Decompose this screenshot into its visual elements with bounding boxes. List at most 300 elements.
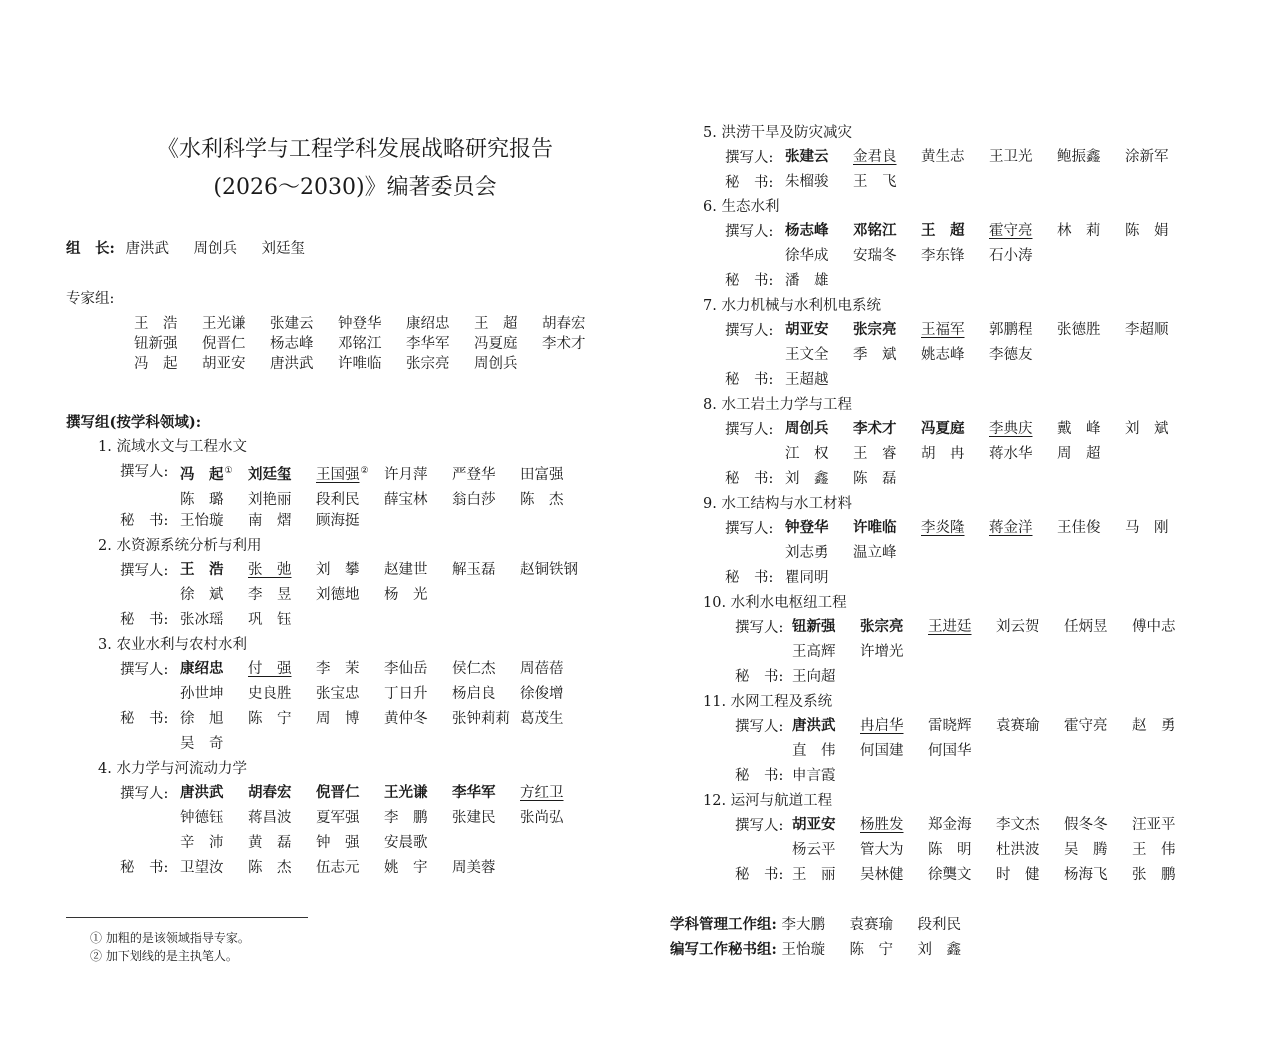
person-name <box>1064 838 1132 863</box>
person-name-text: 直 伟 <box>792 742 836 759</box>
person-name <box>792 665 860 690</box>
person-name <box>316 558 384 583</box>
person-name <box>474 354 542 374</box>
person-name-text: 周蓓蓓 <box>520 661 564 677</box>
person-name <box>180 459 248 488</box>
person-name-text: 钟登华 <box>785 519 829 536</box>
person-name <box>248 806 316 831</box>
person-name-text: 王光谦 <box>384 784 428 801</box>
person-name <box>853 467 921 492</box>
person-name-text: 涂新军 <box>1125 149 1169 165</box>
person-name <box>989 219 1057 244</box>
person-name <box>1057 516 1125 541</box>
person-name-text: 周 超 <box>1057 445 1101 462</box>
person-name <box>452 856 520 881</box>
title-line-2: (2026～2030)》编著委员会 <box>213 175 497 200</box>
person-name <box>989 442 1057 467</box>
person-name-text: 段利民 <box>917 917 961 933</box>
person-name <box>180 781 248 806</box>
writers-names <box>792 813 1200 863</box>
person-name <box>1057 442 1125 467</box>
person-name-text: 赵建世 <box>384 562 428 578</box>
person-name-text: 陈 杰 <box>520 491 564 508</box>
person-name <box>384 707 452 732</box>
person-name <box>406 354 474 374</box>
person-name-text: 林 莉 <box>1057 223 1101 239</box>
person-name <box>520 781 588 806</box>
person-name <box>202 314 270 334</box>
person-name-text: 陈 娟 <box>1125 223 1169 239</box>
person-name <box>1064 813 1132 838</box>
person-name-text: 吴林健 <box>860 867 904 883</box>
writers-label: 撰写人: <box>120 786 169 802</box>
person-name-text: 张冰瑶 <box>180 612 224 628</box>
person-name <box>316 856 384 881</box>
person-name-text: 吴 奇 <box>180 735 224 752</box>
person-name-text: 胡亚安 <box>792 816 836 833</box>
person-name-text: 胡 冉 <box>921 445 965 462</box>
person-name <box>853 417 921 442</box>
person-name <box>792 764 860 789</box>
person-name <box>996 838 1064 863</box>
person-name-text: 刘志勇 <box>785 544 829 561</box>
secretary-label: 秘 书: <box>120 513 169 529</box>
person-name <box>781 940 849 960</box>
section-title: 5. 洪涝干旱及防灾减灾 <box>703 125 852 141</box>
experts-label: 专家组: <box>66 291 115 307</box>
person-name-text: 陈 杰 <box>248 860 292 876</box>
person-name-text: 王 浩 <box>180 561 224 578</box>
person-name-text: 倪晋仁 <box>202 336 246 352</box>
person-name <box>928 813 996 838</box>
person-name-text: 张建云 <box>270 316 314 332</box>
person-name <box>792 615 860 640</box>
person-name <box>180 583 248 608</box>
writers-names <box>792 714 1200 764</box>
person-name <box>248 558 316 583</box>
person-name-text: 李 茉 <box>316 661 360 677</box>
person-name-text: 姚 宇 <box>384 860 428 876</box>
person-name <box>989 343 1057 368</box>
person-name-text: 蒋金洋 <box>989 520 1033 536</box>
person-name-text: 唐洪武 <box>792 717 836 734</box>
management-label: 学科管理工作组: <box>670 916 777 933</box>
person-name <box>452 463 520 488</box>
section-title: 1. 流域水文与工程水文 <box>98 439 247 455</box>
person-name <box>921 244 989 269</box>
person-name-text: 郭鹏程 <box>989 322 1033 338</box>
person-name <box>1125 417 1193 442</box>
person-name-text: 陈 璐 <box>180 491 224 508</box>
person-name-text: 吴 腾 <box>1064 841 1108 858</box>
person-name-text: 胡亚安 <box>785 321 829 338</box>
person-name <box>316 831 384 856</box>
person-name <box>202 354 270 374</box>
footnote-rule <box>66 917 308 918</box>
person-name <box>248 831 316 856</box>
person-name <box>853 541 921 566</box>
person-name <box>384 856 452 881</box>
person-name-text: 杜洪波 <box>996 841 1040 858</box>
secretary-label: 秘 书: <box>120 612 169 628</box>
person-name <box>792 640 860 665</box>
person-name-text: 唐洪武 <box>125 241 169 257</box>
person-name-text: 钮新强 <box>134 336 178 352</box>
person-name-text: 徐 旭 <box>180 711 224 727</box>
person-name <box>785 541 853 566</box>
person-name <box>248 509 316 534</box>
person-name <box>406 314 474 334</box>
person-name-text: 李术才 <box>853 420 897 437</box>
person-name <box>316 657 384 682</box>
person-name <box>384 831 452 856</box>
writers-label: 撰写人: <box>725 224 774 240</box>
writers-label: 撰写人: <box>120 464 169 480</box>
section-title: 2. 水资源系统分析与利用 <box>98 538 262 554</box>
person-name-text: 何国建 <box>860 742 904 759</box>
person-name-text: 张尚弘 <box>520 809 564 826</box>
person-name <box>316 707 384 732</box>
person-name-text: 霍守亮 <box>989 223 1033 239</box>
person-name-text: 石小涛 <box>989 247 1033 264</box>
person-name <box>792 813 860 838</box>
person-name <box>989 244 1057 269</box>
person-name-text: 何国华 <box>928 742 972 759</box>
person-name-text: 杨云平 <box>792 841 836 858</box>
person-name-text: 姚志峰 <box>921 346 965 363</box>
person-name-text: 张德胜 <box>1057 322 1101 338</box>
person-name <box>849 940 917 960</box>
person-name-text: 康绍忠 <box>406 316 450 332</box>
person-name <box>853 244 921 269</box>
section-title: 6. 生态水利 <box>703 199 780 215</box>
person-name-text: 季 斌 <box>853 346 897 363</box>
writing-group-label: 撰写组(按学科领域): <box>66 414 202 431</box>
person-name-text: 方红卫 <box>520 785 564 801</box>
person-name-text: 周创兵 <box>785 420 829 437</box>
person-name-text: 段利民 <box>316 491 360 508</box>
secretary-names <box>785 467 921 492</box>
person-name-text: 薛宝林 <box>384 491 428 508</box>
person-name-text: 张 鹏 <box>1132 867 1176 883</box>
person-name-text: 冯夏庭 <box>921 420 965 437</box>
writers-names <box>785 219 1193 269</box>
person-name <box>921 219 989 244</box>
person-name <box>853 318 921 343</box>
writers-names <box>180 781 588 855</box>
person-name-text: 钟德钰 <box>180 809 224 826</box>
person-name <box>134 334 202 354</box>
footnote-marker: ① <box>224 466 233 476</box>
writers-label: 撰写人: <box>725 150 774 166</box>
secretary-label: 秘 书: <box>120 711 169 727</box>
person-name-text: 刘德地 <box>316 586 360 603</box>
person-name <box>1057 145 1125 170</box>
person-name-text: 周美蓉 <box>452 860 496 876</box>
person-name <box>452 806 520 831</box>
person-name-text: 李 鹏 <box>384 809 428 826</box>
person-name-text: 李华军 <box>406 336 450 352</box>
right-page <box>637 0 1274 1051</box>
person-name-text: 葛茂生 <box>520 711 564 727</box>
person-name <box>853 343 921 368</box>
person-name-text: 杨胜发 <box>860 817 904 833</box>
person-name-text: 王佳俊 <box>1057 520 1101 536</box>
secretary-label: 秘 书: <box>735 768 784 784</box>
secretary-names <box>792 665 860 690</box>
person-name <box>338 354 406 374</box>
person-name-text: 李大鹏 <box>781 917 825 933</box>
person-name <box>180 732 248 757</box>
person-name <box>542 334 610 354</box>
person-name-text: 邓铭江 <box>338 336 382 352</box>
person-name <box>452 488 520 513</box>
section-title: 9. 水工结构与水工材料 <box>703 496 852 512</box>
person-name-text: 付 强 <box>248 661 292 677</box>
person-name-text: 朱榴骏 <box>785 174 829 190</box>
person-name-text: 钟登华 <box>338 316 382 332</box>
writers-label: 撰写人: <box>735 818 784 834</box>
secretariat-label: 编写工作秘书组: <box>670 941 777 958</box>
person-name-text: 刘云贺 <box>996 619 1040 635</box>
person-name-text: 陈 磊 <box>853 471 897 487</box>
person-name-text: 王向超 <box>792 669 836 685</box>
person-name-text: 黄生志 <box>921 149 965 165</box>
secretary-names <box>180 707 588 757</box>
person-name-text: 霍守亮 <box>1064 718 1108 734</box>
management-row <box>670 915 985 935</box>
writers-label: 撰写人: <box>735 719 784 735</box>
writers-names <box>180 459 588 512</box>
person-name <box>853 145 921 170</box>
person-name-text: 冯 起 <box>180 465 224 483</box>
person-name-text: 汪亚平 <box>1132 817 1176 833</box>
person-name <box>384 682 452 707</box>
person-name-text: 王怡璇 <box>180 513 224 529</box>
writers-names <box>792 615 1200 665</box>
person-name-text: 周创兵 <box>474 356 518 372</box>
leader-label: 组 长: <box>66 240 115 257</box>
secretary-label: 秘 书: <box>725 175 774 191</box>
person-name <box>785 145 853 170</box>
person-name-text: 安瑞冬 <box>853 247 897 264</box>
person-name-text: 钮新强 <box>792 618 836 635</box>
person-name <box>474 334 542 354</box>
experts-names <box>134 314 610 374</box>
footnote-marker: ② <box>360 466 369 476</box>
person-name-text: 张宗亮 <box>853 321 897 338</box>
person-name <box>1132 863 1200 888</box>
section-title: 8. 水工岩土力学与工程 <box>703 397 852 413</box>
writers-label: 撰写人: <box>120 662 169 678</box>
person-name-text: 翁白莎 <box>452 491 496 508</box>
person-name <box>853 442 921 467</box>
writers-label: 撰写人: <box>725 521 774 537</box>
person-name-text: 邓铭江 <box>853 222 897 239</box>
person-name-text: 冉启华 <box>860 718 904 734</box>
person-name-text: 康绍忠 <box>180 660 224 677</box>
person-name-text: 刘廷玺 <box>261 241 305 257</box>
person-name <box>1132 813 1200 838</box>
person-name-text: 杨海飞 <box>1064 867 1108 883</box>
person-name-text: 假冬冬 <box>1064 817 1108 833</box>
person-name <box>270 354 338 374</box>
person-name <box>180 608 248 633</box>
secretary-names <box>785 269 853 294</box>
person-name <box>248 682 316 707</box>
person-name <box>180 856 248 881</box>
person-name <box>180 682 248 707</box>
person-name-text: 李术才 <box>542 336 586 352</box>
person-name-text: 徐俊增 <box>520 685 564 702</box>
writers-label: 撰写人: <box>725 422 774 438</box>
person-name <box>248 856 316 881</box>
person-name-text: 张钟莉莉 <box>452 711 510 727</box>
person-name <box>180 558 248 583</box>
writers-names <box>785 145 1193 170</box>
person-name-text: 温立峰 <box>853 544 897 561</box>
section-title: 4. 水力学与河流动力学 <box>98 761 247 777</box>
person-name <box>248 608 316 633</box>
person-name <box>180 831 248 856</box>
person-name <box>989 318 1057 343</box>
secretary-names <box>180 608 316 633</box>
person-name-text: 张宝忠 <box>316 685 360 702</box>
person-name <box>792 838 860 863</box>
person-name <box>996 615 1064 640</box>
person-name <box>316 509 384 534</box>
secretary-names <box>180 856 520 881</box>
person-name <box>860 863 928 888</box>
person-name-text: 倪晋仁 <box>316 784 360 801</box>
secretary-names <box>792 764 860 789</box>
person-name-text: 王超越 <box>785 372 829 388</box>
secretary-label: 秘 书: <box>725 471 774 487</box>
section-title: 7. 水力机械与水利机电系统 <box>703 298 881 314</box>
section-title: 10. 水利水电枢纽工程 <box>703 595 847 611</box>
person-name <box>792 714 860 739</box>
person-name <box>785 219 853 244</box>
person-name <box>921 318 989 343</box>
person-name <box>921 145 989 170</box>
secretary-label: 秘 书: <box>725 273 774 289</box>
person-name <box>853 170 921 195</box>
person-name-text: 周 博 <box>316 711 360 727</box>
person-name-text: 王进廷 <box>928 619 972 635</box>
person-name <box>921 442 989 467</box>
person-name-text: 傅中志 <box>1132 619 1176 635</box>
footnote-2: ② 加下划线的是主执笔人。 <box>90 949 238 963</box>
person-name-text: 顾海挺 <box>316 513 360 529</box>
person-name <box>860 838 928 863</box>
person-name <box>860 714 928 739</box>
person-name <box>270 314 338 334</box>
person-name <box>860 640 928 665</box>
person-name-text: 刘艳丽 <box>248 491 292 508</box>
person-name <box>785 244 853 269</box>
person-name <box>1057 318 1125 343</box>
person-name-text: 王卫光 <box>989 149 1033 165</box>
person-name-text: 陈 宁 <box>248 711 292 727</box>
writers-label: 撰写人: <box>725 323 774 339</box>
person-name-text: 黄 磊 <box>248 834 292 851</box>
person-name-text: 许唯临 <box>338 356 382 372</box>
person-name <box>785 269 853 294</box>
person-name-text: 张宗亮 <box>860 618 904 635</box>
person-name-text: 杨志峰 <box>270 336 314 352</box>
person-name-text: 陈 宁 <box>849 942 893 958</box>
person-name-text: 瞿同明 <box>785 570 829 586</box>
person-name-text: 钟 强 <box>316 834 360 851</box>
person-name-text: 南 熠 <box>248 513 292 529</box>
person-name-text: 杨 光 <box>384 586 428 603</box>
section-title: 12. 运河与航道工程 <box>703 793 833 809</box>
person-name-text: 马 刚 <box>1125 520 1169 536</box>
person-name <box>785 417 853 442</box>
person-name-text: 刘 鑫 <box>917 942 961 958</box>
person-name-text: 严登华 <box>452 466 496 483</box>
person-name <box>860 615 928 640</box>
writers-names <box>180 657 588 707</box>
person-name <box>316 459 384 488</box>
person-name-text: 潘 雄 <box>785 273 829 289</box>
person-name-text: 巩 钰 <box>248 612 292 628</box>
person-name <box>261 239 329 259</box>
person-name-text: 李东锋 <box>921 247 965 264</box>
title-line-1: 《水利科学与工程学科发展战略研究报告 <box>156 137 553 162</box>
person-name <box>1132 838 1200 863</box>
writers-names <box>785 318 1193 368</box>
secretary-label: 秘 书: <box>735 669 784 685</box>
person-name-text: 雷晓辉 <box>928 718 972 734</box>
person-name-text: 田富强 <box>520 466 564 483</box>
person-name-text: 许增光 <box>860 643 904 660</box>
person-name <box>928 714 996 739</box>
person-name <box>452 781 520 806</box>
person-name <box>996 863 1064 888</box>
person-name-text: 冯 起 <box>134 356 178 372</box>
person-name <box>1132 615 1200 640</box>
person-name-text: 黄仲冬 <box>384 711 428 727</box>
person-name-text: 安晨歌 <box>384 834 428 851</box>
person-name-text: 申言霞 <box>792 768 836 784</box>
person-name-text: 胡春宏 <box>248 784 292 801</box>
person-name-text: 江 权 <box>785 445 829 462</box>
person-name-text: 袁赛瑜 <box>996 718 1040 734</box>
person-name-text: 张宗亮 <box>406 356 450 372</box>
secretary-names <box>785 368 853 393</box>
person-name-text: 李 昱 <box>248 586 292 603</box>
person-name-text: 伍志元 <box>316 860 360 876</box>
person-name <box>928 615 996 640</box>
person-name-text: 卫望汝 <box>180 860 224 876</box>
person-name <box>248 781 316 806</box>
secretary-names <box>792 863 1200 888</box>
person-name <box>989 417 1057 442</box>
person-name <box>452 558 520 583</box>
person-name-text: 张 弛 <box>248 562 292 578</box>
person-name <box>792 739 860 764</box>
person-name <box>989 516 1057 541</box>
secretary-label: 秘 书: <box>120 860 169 876</box>
person-name-text: 徐龑文 <box>928 867 972 883</box>
person-name <box>193 239 261 259</box>
person-name <box>384 488 452 513</box>
person-name <box>316 583 384 608</box>
person-name-text: 刘 斌 <box>1125 421 1169 437</box>
person-name-text: 张建民 <box>452 809 496 826</box>
footnote-1: ① 加粗的是该领域指导专家。 <box>90 931 250 945</box>
